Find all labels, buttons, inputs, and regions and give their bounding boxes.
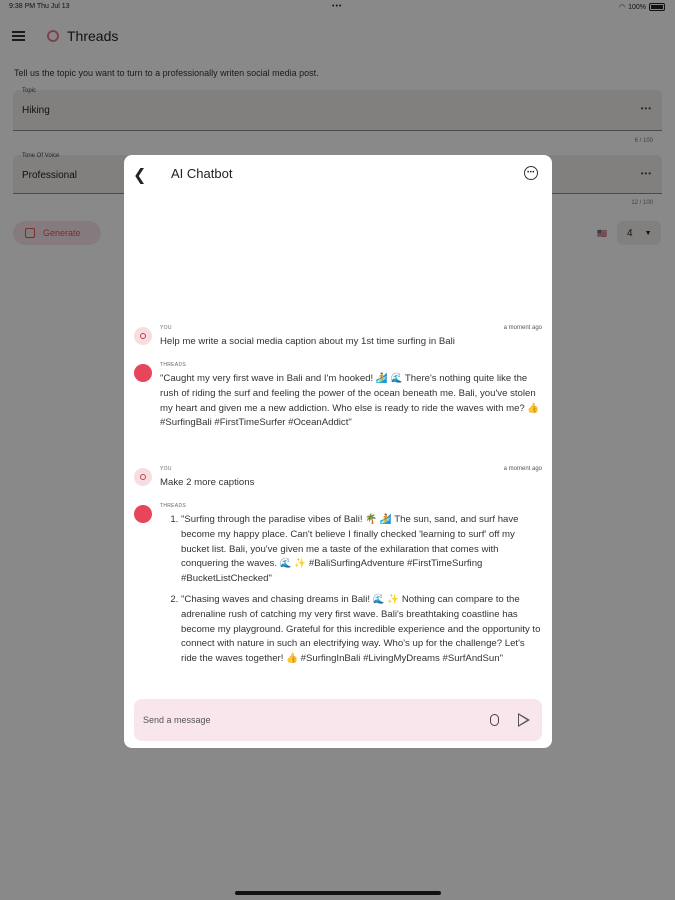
language-flag[interactable]: 🇺🇸 xyxy=(597,229,607,238)
message-text: Make 2 more captions xyxy=(160,477,255,488)
message-text: Help me write a social media caption about my 1st time surfing in Bali xyxy=(160,336,455,347)
topic-value: Hiking xyxy=(22,105,50,116)
message-text: "Caught my very first wave in Bali and I'm hooked! 🏄 🌊 There's nothing quite like the rush of riding the surf and feeling the power of the ocean beneath me. Bali, you've stolen my heart and given me a new addiction. Who else is ready to ride the waves with me? 👍 #SurfingBali #FirstTimeSurfer #OceanAddict" xyxy=(160,373,540,429)
message-bot xyxy=(134,503,542,688)
ai-chatbot-dialog xyxy=(124,155,552,748)
message-time: a moment ago xyxy=(503,325,542,331)
message-bot xyxy=(134,362,542,452)
status-time: 9:38 PM Thu Jul 13 xyxy=(9,3,70,10)
message-user xyxy=(134,325,542,353)
topic-more-icon[interactable]: ••• xyxy=(640,104,652,113)
multitask-dots[interactable]: ••• xyxy=(332,3,343,10)
tone-value: Professional xyxy=(22,170,78,181)
message-sender: THREADS xyxy=(160,503,186,509)
bot-avatar-icon xyxy=(134,505,152,523)
home-indicator[interactable] xyxy=(235,891,441,895)
caption-item: 1. "Surfing through the paradise vibes of Bali! 🌴 🏄 The sun, sand, and surf have become my happy place. Can't believe I finally checked 'learning to surf' off my bucket list. Bali, you've given me a taste of the exhilaration that comes with conquering the waves. 🌊 ✨ #BaliSurfingAdventure #FirstTimeSurfing #BucketListChecked" xyxy=(181,513,542,587)
app-title: Threads xyxy=(67,28,119,44)
topic-label: Topic xyxy=(22,88,37,94)
wifi-icon: ◠ xyxy=(618,4,626,11)
count-value: 4 xyxy=(627,227,633,239)
caption-item: 2. "Chasing waves and chasing dreams in Bali! 🌊 ✨ Nothing can compare to the adrenaline rush of catching my very first wave. Bali's breathtaking coastline has become my playground. Grateful for this incredible experience and the opportunity to connect with nature in such an electrifying way. Who's up for the challenge? Let's ride the waves together! 👍 #SurfingInBali #LivingMyDreams #SurfAndSun" xyxy=(181,593,542,667)
bot-avatar-icon xyxy=(134,364,152,382)
tone-more-icon[interactable]: ••• xyxy=(640,169,652,178)
chevron-down-icon: ▼ xyxy=(644,229,652,237)
message-user xyxy=(134,466,542,494)
message-text xyxy=(160,513,542,673)
dialog-header xyxy=(124,163,552,185)
user-avatar-icon xyxy=(134,468,152,486)
tone-counter: 12 / 100 xyxy=(631,200,653,206)
message-composer xyxy=(134,699,542,741)
message-sender: YOU xyxy=(160,466,172,472)
topic-prompt: Tell us the topic you want to turn to a professionally writen social media post. xyxy=(14,68,319,78)
user-avatar-icon xyxy=(134,327,152,345)
send-icon[interactable] xyxy=(518,713,530,727)
message-sender: YOU xyxy=(160,325,172,331)
more-options-icon[interactable]: ••• xyxy=(524,166,538,180)
topic-counter: 6 / 100 xyxy=(634,138,653,144)
microphone-icon[interactable] xyxy=(490,714,499,726)
generate-label: Generate xyxy=(43,228,81,238)
back-arrow-icon[interactable]: ❮ xyxy=(133,167,147,184)
battery-percent: 100% xyxy=(628,3,646,11)
tone-label: Tone Of Voice xyxy=(22,153,60,159)
dialog-title: AI Chatbot xyxy=(171,166,233,181)
message-input[interactable]: Send a message xyxy=(143,715,211,725)
message-time: a moment ago xyxy=(503,466,542,472)
message-sender: THREADS xyxy=(160,362,186,368)
